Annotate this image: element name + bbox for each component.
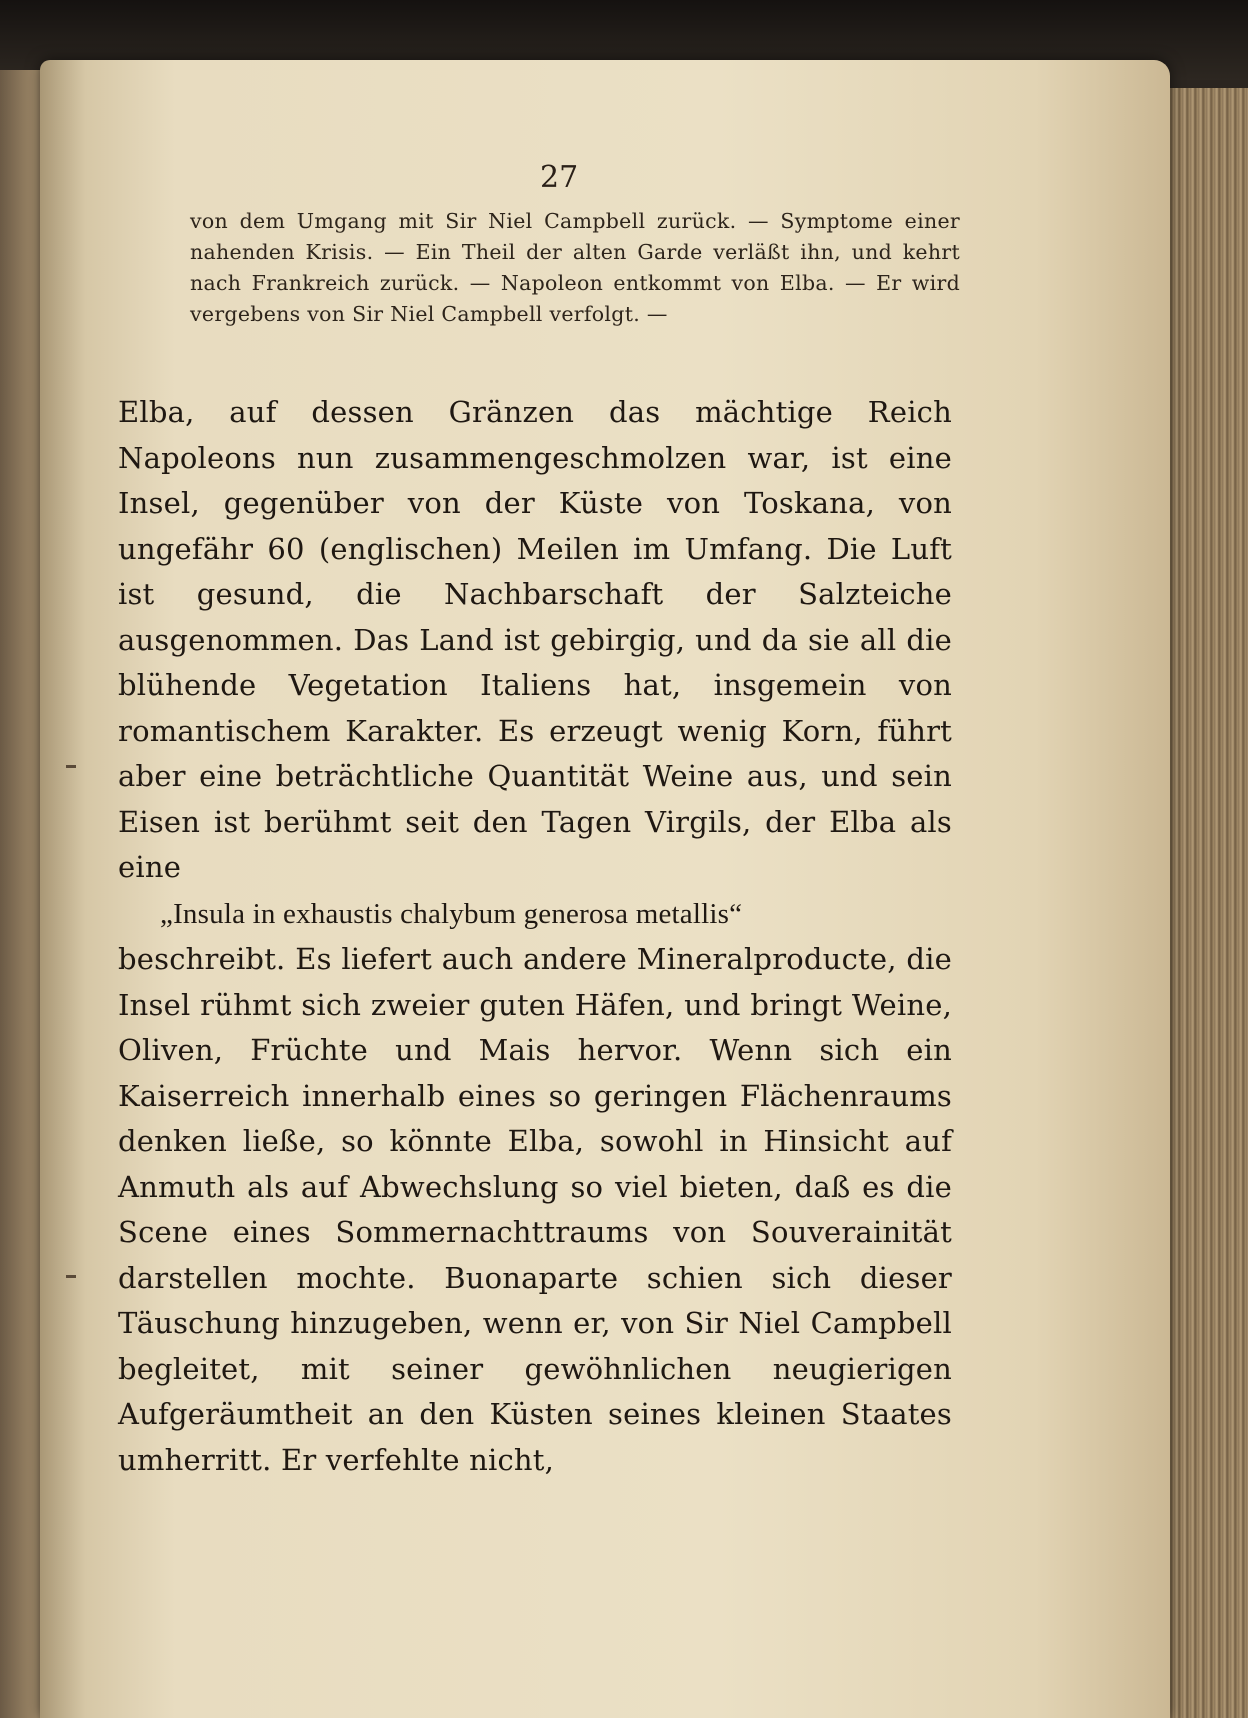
paragraph: Elba, auf dessen Gränzen das mächtige Reich Napoleons nun zusammengeschmolzen war, ist eine Insel, gegenüber von der Küste von Toskana, von ungefähr 60 (englischen) Meilen im Umfang. Die Luft ist gesund, die Nachbarschaft der Salzteiche ausgenommen. Das Land ist gebirgig, und da sie all die blühende Vegetation Italiens hat, insgemein von romantischem Karakter. Es erzeugt wenig Korn, führt aber eine beträchtliche Quantität Weine aus, und sein Eisen ist berühmt seit den Tagen Virgils, der Elba als eine: [118, 395, 952, 884]
page-number: 27: [540, 160, 579, 195]
gutter-mark: [66, 765, 76, 768]
quote-text: „Insula in exhaustis chalybum generosa metallis“: [160, 897, 743, 930]
chapter-summary: von dem Umgang mit Sir Niel Campbell zurück. — Symptome einer nahenden Krisis. — Ein Theil der alten Garde verläßt ihn, und kehrt nach Frankreich zurück. — Napoleon entkommt von Elba. — Er wird vergebens von Sir Niel Campbell verfolgt. —: [190, 209, 960, 326]
gutter-mark: [66, 1275, 76, 1278]
latin-quote: [118, 891, 952, 938]
paragraph: beschreibt. Es liefert auch andere Mineralproducte, die Insel rühmt sich zweier guten Häfen, und bringt Weine, Oliven, Früchte und Mais hervor. Wenn sich ein Kaiserreich innerhalb eines so geringen Flächenraums denken ließe, so könnte Elba, sowohl in Hinsicht auf Anmuth als auf Abwechslung so viel bieten, daß es die Scene eines Sommernachttraums von Souverainität darstellen mochte. Buonaparte schien sich dieser Täuschung hinzugeben, wenn er, von Sir Niel Campbell begleitet, mit seiner gewöhnlichen neugierigen Aufgeräumtheit an den Küsten seines kleinen Staates umherritt. Er verfehlte nicht,: [118, 942, 952, 1477]
main-text: [118, 390, 952, 1483]
